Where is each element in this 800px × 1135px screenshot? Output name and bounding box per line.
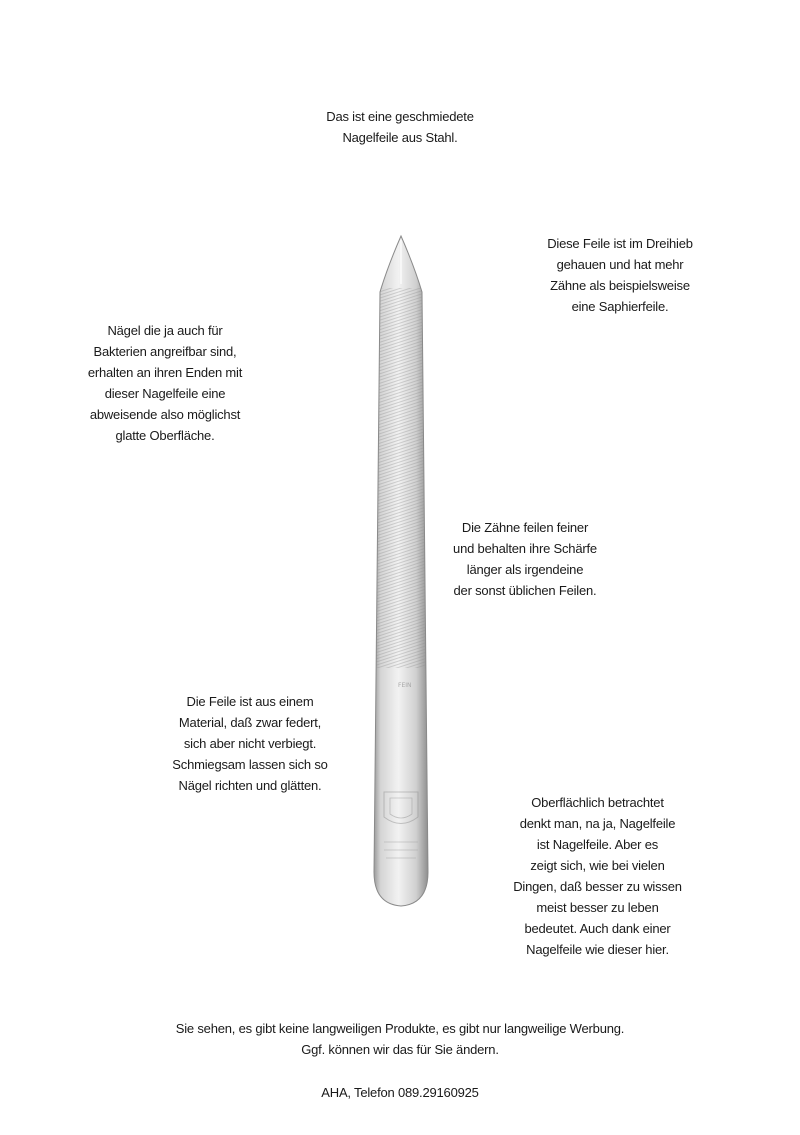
surface-text: Oberflächlich betrachtet denkt man, na ja, Nagelfeile ist Nagelfeile. Aber es zeigt sich, wie bei vielen Dingen, daß besser zu wissen meist besser zu leben bedeutet. Auch dank einer Nagelfeile wie dieser hier. <box>513 795 682 957</box>
nail-file-image <box>368 232 434 912</box>
footer-text: Sie sehen, es gibt keine langweiligen Produkte, es gibt nur langweilige Werbung. Ggf. können wir das für Sie ändern. <box>175 1021 625 1057</box>
svg-text:FEIN: FEIN <box>398 682 412 689</box>
teeth-text: Diese Feile ist im Dreihieb gehauen und hat mehr Zähne als beispielsweise eine Saphierfeile. <box>547 236 693 314</box>
material-text: Die Feile ist aus einem Material, daß zwar federt, sich aber nicht verbiegt. Schmiegsam lassen sich so Nägel richten und glätten. <box>172 694 328 793</box>
nails-text: Nägel die ja auch für Bakterien angreifbar sind, erhalten an ihren Enden mit dieser Nagelfeile eine abweisende also möglichst glatte Oberfläche. <box>87 323 243 443</box>
contact-text: AHA, Telefon 089.29160925 <box>321 1085 479 1100</box>
sharpness-text: Die Zähne feilen feiner und behalten ihre Schärfe länger als irgendeine der sonst üblichen Feilen. <box>453 520 597 598</box>
intro-text: Das ist eine geschmiedete Nagelfeile aus Stahl. <box>326 109 474 145</box>
